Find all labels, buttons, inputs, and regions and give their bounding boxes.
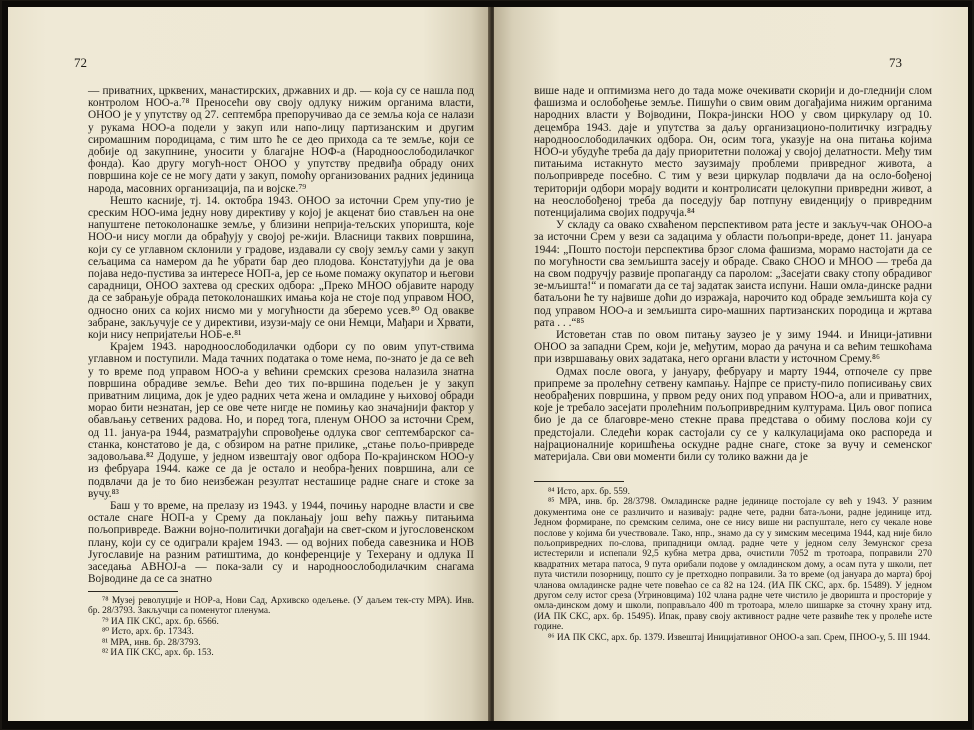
footnote: ⁸⁶ ИА ПК СКС, арх. бр. 1379. Извештај Иницијативног ОНОО-а зап. Срем, ПНОО-у, 5. III 1944.	[548, 632, 931, 643]
footnote-separator	[88, 591, 178, 592]
paragraph: Крајем 1943. народноослободилачки одбори су по овим упут-ствима углавном и поступили. Мада тачних података о томе нема, по-знато је да се већ у то време под управом НОО-а у већини сремских срезова налазила знатна површина обрадиве земље. Већи део тих по-вршина подељен је у закуп приватним лицима, док је удео радних чета жена и омладине у њиховој обради морао бити незнатан, јер се ове чете нигде не помињу као значајнији фактор у обављању сетвених радова. Но, и поред тога, пленум ОНОО за источни Срем, од 11. јануа-ра 1944, разматрајући спровођење одлука свог септембарског са-станка, констатово је да, с обзиром на ратне прилике, „стање пољо-привреде задовољава.⁸² Додуше, у једном извештају овог одбора По-крајинском НОО-у из фебруара 1944. каже се да је остало и необра-ђених површина, али се подвлачи да је то био неизбежан резултат несташице радне снаге и стоке за вучу.⁸³	[88, 341, 474, 500]
paragraph: Баш у то време, на прелазу из 1943. у 1944, почињу народне власти и све остале снаге НОП-а у Срему да поклањају још већу пажњу питањима пољопривреде. Важни војно-политички догађаји на свет-ском и југословенском плану, који су се одиграли крајем 1943. — од војних победа савезника и НОВ Југославије на разним ратиштима, до конференције у Техерану и одлука II заседања АВНОЈ-а — пока-зали су и народноослободилачким снагама Војводине да се са знатно	[88, 499, 474, 586]
left-page-footnotes	[88, 596, 474, 658]
right-page	[494, 7, 968, 721]
footnote: ⁸² ИА ПК СКС, арх. бр. 153.	[102, 648, 214, 659]
footnote: ⁷⁹ ИА ПК СКС, арх. бр. 6566.	[102, 616, 219, 627]
book-spread	[2, 1, 972, 729]
footnote: ⁸¹ МРА, инв. бр. 28/3793.	[102, 637, 201, 648]
paragraph: У складу са овако схваћеном перспективом рата јесте и закључ-чак ОНОО-а за источни Срем у вези са задацима у области пољопри-вреде, донет 11. јануара 1944: „Пошто постоји перспектива брзог слома фашизма, морамо настојати да се по могућности сва земљишта засеју и обраде. Свако СНОО и МНОО — треба да на свом подручју развије пропаганду са паролом: „Засејати сваку стопу обрадивог зе-мљишта!“ и помагати да се тај задатак заиста испуни. Наши омла-динске радни батаљони ће ту највише доћи до изражаја, нарочито код обраде земљишта која су под управом НОО-а и земљишта сиро-машних партизанских породица и жртава рата . . .“⁸⁵	[534, 219, 932, 329]
right-page-body	[534, 85, 932, 463]
footnote: ⁸⁵ МРА, инв. бр. 28/3798. Омладинске радне јединице постојале су већ у 1943. У разним документима оне се различито и називају: радне чете, радни бата-љони, радне јединице итд. Једном формиране, по сремским селима, оне се нису више ни распуштале, него су чекале нове послове у којима би учествовале. Тако, нпр., знамо да су у зимским месецима 1944, кад није било пољопривредних по-слова, припадници омлад. радне чете у једном селу Земунског среза истестерили и испепали 92,5 кубна метра дрва, очистили 7052 m тротоара, поправили 270 квадратних метара патоса, 9 пута орибали подове у омладинском дому, а осам пута у школи, пет пута чистили позорницу, пошто су је претходно поправили. За то време (од јануара до марта) број чланова омладинске радне чете повећао се са 82 на 124. (ИА ПК СКС, арх. бр. 15489). У једном другом селу истог среза (Угриновцима) 102 члана радне чете чистило је дворишта и просторије у омла-динском дому и школи, поправљало 400 m тротоара, млело шишарке за сточну храну итд. (ИА ПК СКС, арх. бр. 15495). Ипак, праву своју активност радне чете развиће тек у пролеће исте године.	[534, 497, 932, 633]
paragraph: Нешто касније, тј. 14. октобра 1943. ОНОО за источни Срем упу-тио је среским НОО-има једну нову директиву у којој је акценат био стављен на оне напуштене петоколонашке земље, у близини неприја-тељских упоришта, које НОО-и нису могли да обрађују у својој ре-жији. Власници таквих површина, који су се углавном склонили у градове, издавали су своју земљу сами у закуп сељацима са намером да ће убрати бар део плодова. Констатујући да је ова појава недо-пустива за интересе НОП-а, јер се њоме помажу окупатор и његови сарадници, ОНОО захтева од среских одбора: „Преко МНОО објавите народу да се забрањује обрада петоколонашких имања која не стоје под управом НОО, односно оних са којих нисмо ми у могућности да зберемо усев.⁸⁰ Од овакве забране, закључује се у директиви, изузи-мају се они Немци, Мађари и Хрвати, који нису непријатељи НОБ-е.⁸¹	[88, 194, 474, 342]
paragraph: Истоветан став по овом питању заузео је у зиму 1944. и Иници-јативни ОНОО за западни Срем, који је, међутим, морао да рачуна и са већим тешкоћама при извршавању ових задатака, него органи власти у источном Срему.⁸⁶	[534, 329, 932, 366]
right-page-footnotes	[534, 487, 932, 643]
left-page-number: 72	[74, 55, 87, 70]
left-page	[8, 7, 490, 721]
footnote: ⁷⁸ Музеј револуције и НОР-а, Нови Сад, Архивско одељење. (У даљем тек-сту МРА). Инв. бр. 28/3793. Закључци са поменутог пленума.	[88, 596, 474, 617]
left-page-body	[88, 85, 474, 585]
footnote: ⁸⁰ Исто, арх. бр. 17343.	[102, 627, 194, 638]
right-page-number: 73	[889, 55, 902, 70]
paragraph: — приватних, црквених, манастирских, државних и др. — која су се нашла под контролом НОО-а.⁷⁸ Преносећи ову своју одлуку нижим органима власти, ОНОО је у упутству од 27. септембра препоручивао да се земља која се налази у рукама НОО-а подели у закуп или напо-лицу партизанским и другим сиромашним породицама, с тим што ће се део прихода са те земље, који се добије од закупнине, уносити у благајне НОФ-а (Народноослободилачког фонда). Као другу могућ-ност ОНОО у упутству предвиђа обраду оних површина које се не могу дати у закуп, помоћу организованих радних јединица народа, масовних организација, па и војске.⁷⁹	[88, 85, 474, 195]
footnote: ⁸⁴ Исто, арх. бр. 559.	[548, 487, 630, 497]
paragraph: више наде и оптимизма него до тада може очекивати скорији и до-гледнији слом фашизма и ослобођење земље. Пишући о свим овим догађајима нижим органима народних власти у Војводини, Покра-јински НОО у свом циркулару од 10. децембра 1943. даје и упутства за даљу организационо-политичку изградњу народноослободилачких одбора. Он, осим тога, указује на она питања којима НОО-и убудуће треба да дају приоритетни положај у својој делатности. Међу тим питањима истакнуто место заузимају проблеми привредног живота, а пољопривреде посебно. С тим у вези циркулар подвлачи да на осло-бођеној територији одбори морају водити и контролисати целокупни привредни живот, а на неослобођеној треба да поседују бар потпуну евиденцију о привредним потенцијалима својих подручја.⁸⁴	[534, 85, 932, 220]
paragraph: Одмах после овога, у јануару, фебруару и марту 1944, отпочеле су прве припреме за пролећну сетвену кампању. Најпре се присту-пило пописивању свих необрађених површина, у првом реду оних под управом НОО-а, али и приватних, које је требало засејати пролећним пољопривредним културама. Циљ овог пописа био је да се благовре-мено стекне права представа о обиму послова који су предстојали. Следећи корак састојали су се у калкулацијама око распореда и најрационалније коришћења оскудне радне снаге, стоке за вучу и семенског материјала. Сви ови моменти били су толико важни да је	[534, 365, 932, 464]
footnote-separator	[534, 481, 624, 482]
